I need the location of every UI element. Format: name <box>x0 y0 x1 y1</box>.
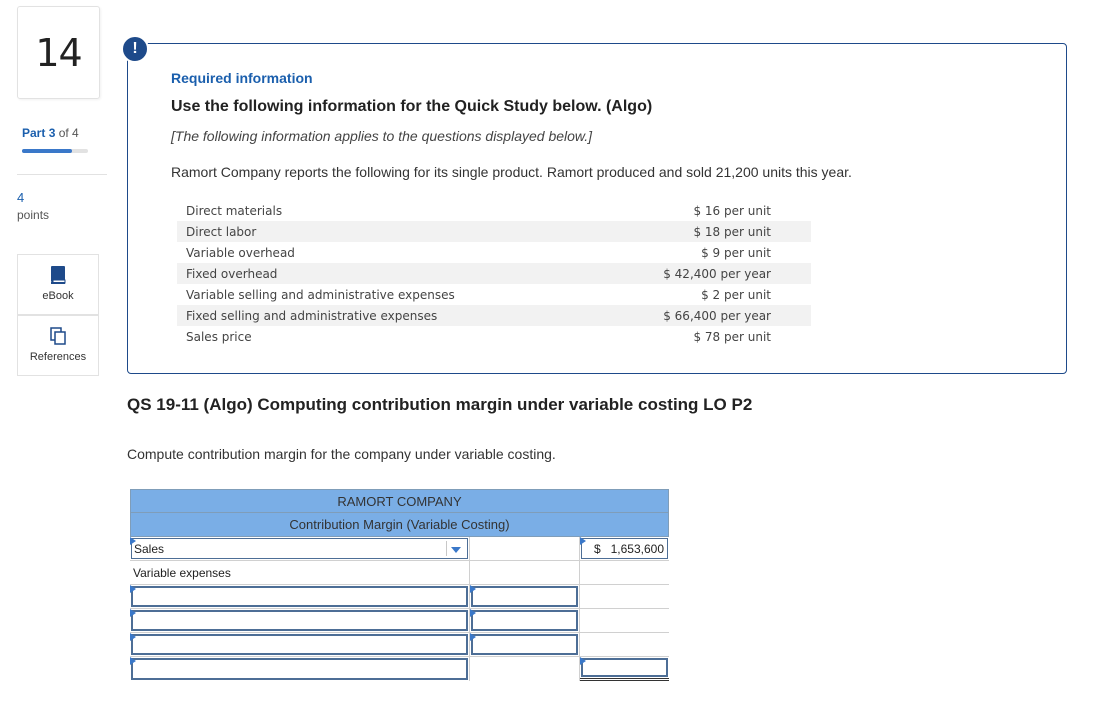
part-progress-fill <box>22 149 72 153</box>
currency-symbol: $ <box>594 541 601 556</box>
references-button[interactable] <box>17 315 99 376</box>
input-marker-icon <box>130 633 136 641</box>
documents-icon <box>50 326 66 346</box>
expense-label-cell <box>130 585 470 608</box>
ebook-button[interactable] <box>17 254 99 315</box>
part-progress-bar <box>22 149 88 153</box>
cost-value: $ 9 per unit <box>701 245 771 260</box>
sidebar-divider <box>17 174 107 175</box>
cost-label: Variable selling and administrative expenses <box>186 287 455 302</box>
table-row <box>177 242 811 263</box>
book-icon <box>50 265 66 285</box>
dropdown-divider <box>446 541 447 556</box>
cost-label: Sales price <box>186 329 252 344</box>
table-row <box>177 326 811 347</box>
cost-data-table <box>177 200 811 347</box>
expense-label-input[interactable] <box>131 634 468 655</box>
cost-label: Fixed selling and administrative expenses <box>177 305 587 326</box>
part-of: of 4 <box>58 126 79 140</box>
variable-expenses-amount-cell <box>470 561 580 584</box>
expense-total-cell <box>580 609 669 632</box>
points-value: 4 <box>17 190 25 205</box>
sales-row <box>130 537 669 561</box>
sales-total-value: 1,653,600 <box>610 541 664 556</box>
variable-expenses-total-cell <box>580 561 669 584</box>
input-marker-icon <box>130 657 136 665</box>
variable-expenses-label: Variable expenses <box>133 565 231 580</box>
table-row <box>177 284 811 305</box>
expense-total-cell <box>580 633 669 656</box>
question-title: QS 19-11 (Algo) Computing contribution margin under variable costing LO P2 <box>127 395 753 414</box>
table-row <box>177 200 811 221</box>
part-label: Part 3 <box>22 126 56 140</box>
sales-amount-cell[interactable] <box>470 537 580 560</box>
cost-value: $ 66,400 per year <box>587 305 811 326</box>
input-marker-icon <box>130 537 136 545</box>
cost-value: $ 42,400 per year <box>587 263 811 284</box>
company-intro: Ramort Company reports the following for its single product. Ramort produced and sold 21,200 units this year. <box>171 164 852 180</box>
chevron-down-icon[interactable] <box>451 547 461 553</box>
question-number-box <box>17 6 100 99</box>
references-label: References <box>29 351 87 363</box>
sales-dropdown-value: Sales <box>134 541 165 556</box>
expense-amount-cell <box>470 585 580 608</box>
cost-value: $ 2 per unit <box>701 287 771 302</box>
points-label: points <box>17 208 50 222</box>
total-amount-cell <box>470 657 580 681</box>
variable-expenses-label-cell <box>130 561 470 584</box>
expense-label-input[interactable] <box>131 586 468 607</box>
total-input-row <box>130 657 669 681</box>
contribution-margin-worksheet <box>130 489 669 681</box>
expense-amount-cell <box>470 633 580 656</box>
worksheet-company-header: RAMORT COMPANY <box>130 489 669 513</box>
cost-value: $ 78 per unit <box>693 329 771 344</box>
table-row <box>177 221 811 242</box>
cost-label: Fixed overhead <box>177 263 587 284</box>
variable-expenses-row <box>130 561 669 585</box>
expense-total-cell <box>580 585 669 608</box>
applies-note: [The following information applies to the questions displayed below.] <box>171 128 593 144</box>
cost-label: Variable overhead <box>186 245 295 260</box>
ebook-label: eBook <box>42 290 74 302</box>
input-marker-icon <box>470 633 476 641</box>
cost-value: $ 18 per unit <box>587 221 811 242</box>
sales-dropdown[interactable] <box>131 538 468 559</box>
cost-value: $ 16 per unit <box>693 203 771 218</box>
expense-label-input[interactable] <box>131 610 468 631</box>
input-marker-icon <box>130 609 136 617</box>
expense-input-row <box>130 585 669 609</box>
input-marker-icon <box>580 657 586 665</box>
table-row <box>177 263 811 284</box>
expense-input-row <box>130 609 669 633</box>
question-prompt: Compute contribution margin for the company under variable costing. <box>127 446 556 462</box>
required-information-title: Required information <box>171 70 313 86</box>
use-information-heading: Use the following information for the Quick Study below. (Algo) <box>171 98 653 115</box>
expense-label-cell <box>130 633 470 656</box>
expense-amount-cell <box>470 609 580 632</box>
input-marker-icon <box>130 585 136 593</box>
question-number: 14 <box>35 30 82 75</box>
required-information-panel <box>127 43 1067 374</box>
cost-label: Direct labor <box>177 221 587 242</box>
alert-icon: ! <box>121 35 149 63</box>
sales-total-cell <box>580 537 669 560</box>
sales-label-cell <box>130 537 470 560</box>
table-row <box>177 305 811 326</box>
expense-label-cell <box>130 609 470 632</box>
input-marker-icon <box>580 537 586 545</box>
total-value-cell <box>580 657 669 681</box>
sales-total-input[interactable] <box>581 538 668 559</box>
cost-label: Direct materials <box>186 203 283 218</box>
expense-amount-input[interactable] <box>471 634 578 655</box>
input-marker-icon <box>470 585 476 593</box>
input-marker-icon <box>470 609 476 617</box>
total-label-cell <box>130 657 470 681</box>
total-value-input[interactable] <box>581 658 668 677</box>
part-indicator <box>22 126 79 140</box>
expense-input-row <box>130 633 669 657</box>
total-label-input[interactable] <box>131 658 468 680</box>
expense-amount-input[interactable] <box>471 586 578 607</box>
expense-amount-input[interactable] <box>471 610 578 631</box>
worksheet-statement-header: Contribution Margin (Variable Costing) <box>130 513 669 537</box>
